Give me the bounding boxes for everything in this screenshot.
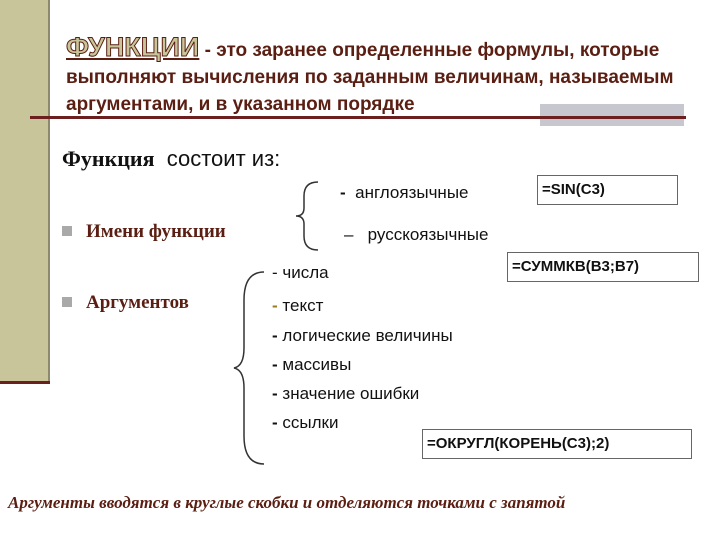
bullet-marker xyxy=(62,297,72,307)
left-decor-underline xyxy=(0,381,50,384)
example-box-sin: =SIN(C3) xyxy=(537,175,678,205)
brace-argument-types xyxy=(232,270,268,466)
bullet-function-name: Имени функции xyxy=(86,221,226,242)
title-keyword: ФУНКЦИИ xyxy=(66,32,200,62)
brace-name-types xyxy=(294,180,324,252)
argument-type-item: - ссылки xyxy=(272,413,339,432)
bullet-arguments: Аргументов xyxy=(86,292,189,313)
section-heading xyxy=(62,146,280,172)
argument-type-item: - значение ошибки xyxy=(272,384,420,403)
argument-type-item: - числа xyxy=(272,263,329,282)
bullet-marker xyxy=(62,226,72,236)
argument-type-item: - текст xyxy=(272,296,324,315)
title-definition: - это заранее определенные формулы, которые выполняют вычисления по заданным величинам, называемым аргументами, и в указанном порядке xyxy=(66,40,674,115)
left-decor-rule xyxy=(48,0,50,384)
argument-type-item: - массивы xyxy=(272,355,352,374)
example-box-okrugl: =ОКРУГЛ(КОРЕНЬ(С3);2) xyxy=(422,429,692,459)
heading-rest: состоит из: xyxy=(166,146,281,171)
argument-type-item: - логические величины xyxy=(272,326,453,345)
left-decor-stripe xyxy=(0,0,48,383)
heading-bold: Функция xyxy=(62,146,155,171)
name-type-item: – русскоязычные xyxy=(344,225,489,244)
footer-note: Аргументы вводятся в круглые скобки и отделяются точками с запятой xyxy=(8,493,566,512)
name-type-item: - англоязычные xyxy=(340,183,469,202)
example-box-summkv: =СУММКВ(B3;B7) xyxy=(507,252,699,282)
slide-title xyxy=(66,34,706,118)
